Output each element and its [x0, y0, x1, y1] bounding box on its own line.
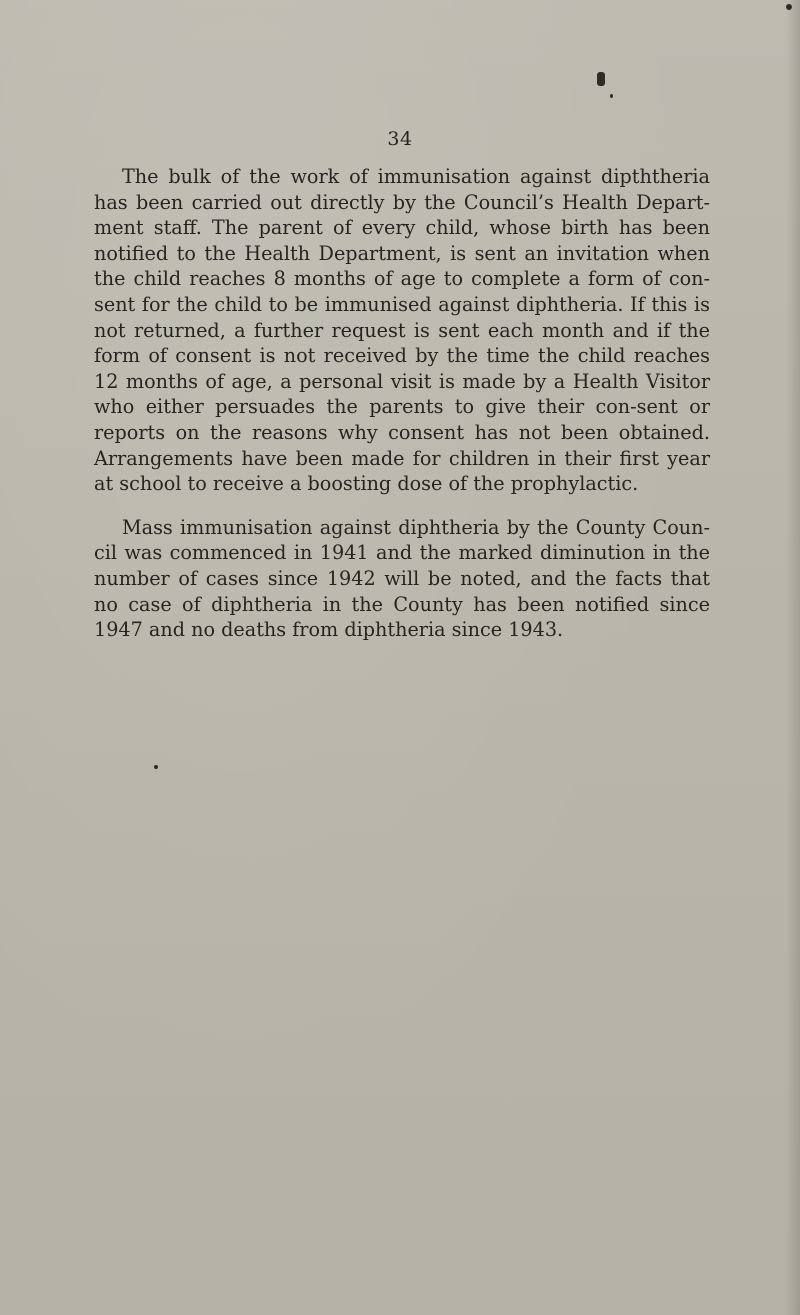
ink-speck — [154, 765, 158, 769]
paragraph-immunisation-procedure: The bulk of the work of immunisation against dipththeria has been carried out directly by the Council’s Health Depart-ment staff. The parent of every child, whose birth has been notified to the Health Department, is sent an invitation when the child reaches 8 months of age to complete a form of con-sent for the child to be immunised against diphtheria. If this is not returned, a further request is sent each month and if the form of consent is not received by the time the child reaches 12 months of age, a personal visit is made by a Health Visitor who either persuades the parents to give their con-sent or reports on the reasons why consent has not been obtained. Arrangements have been made for children in their first year at school to receive a boosting dose of the prophylactic. — [94, 165, 710, 496]
body-text — [94, 164, 710, 643]
paragraph-mass-immunisation: Mass immunisation against diphtheria by the County Coun-cil was commenced in 1941 and the marked diminution in the number of cases since 1942 will be noted, and the facts that no case of diphtheria in the County has been notified since 1947 and no deaths from diphtheria since 1943. — [94, 515, 710, 642]
ink-speck — [786, 4, 792, 10]
ink-speck — [610, 94, 613, 98]
ink-speck — [597, 72, 605, 86]
page-number: 34 — [387, 128, 413, 150]
page-edge-shadow — [786, 0, 800, 1315]
